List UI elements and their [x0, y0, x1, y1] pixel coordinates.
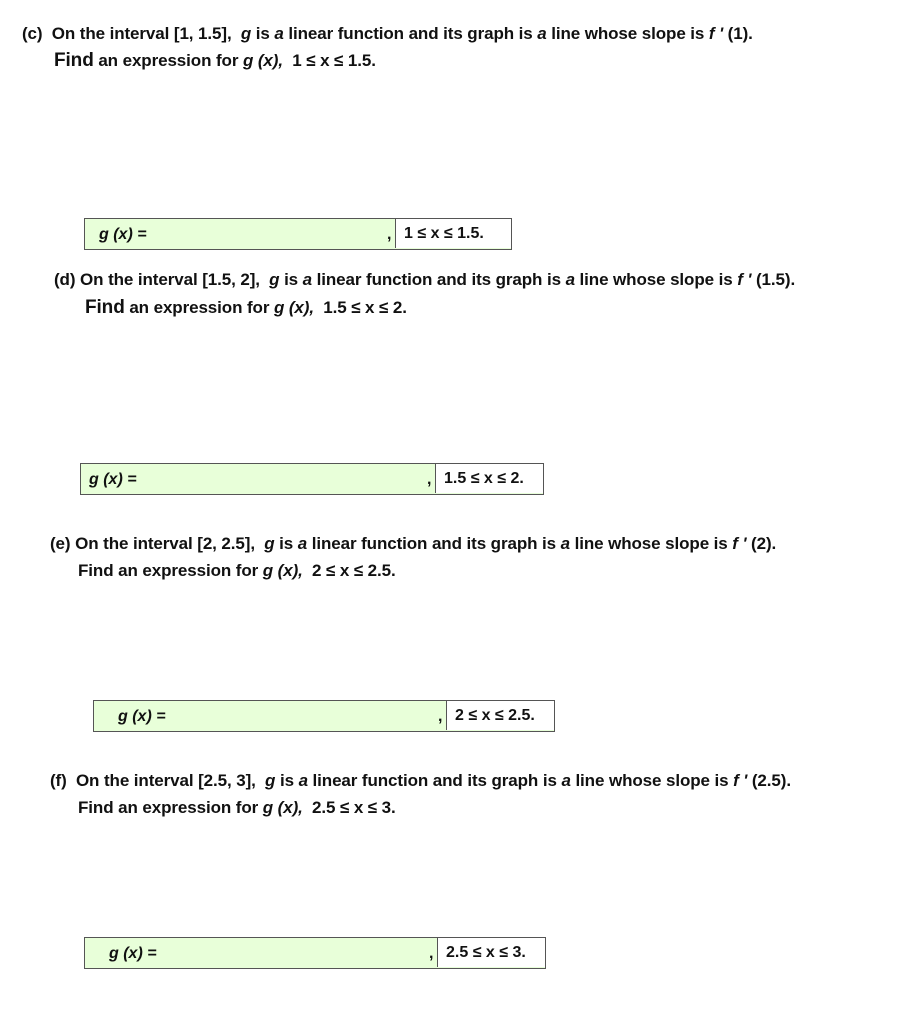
part-f-prompt: (f) On the interval [2.5, 3], g is a linear function and its graph is a line whose slope is f ' (2.5). [50, 771, 791, 790]
part-d-domain: 1.5 ≤ x ≤ 2. [435, 464, 543, 493]
part-c-answer-box: g (x) = , 1 ≤ x ≤ 1.5. [84, 218, 512, 250]
part-d-prompt: (d) On the interval [1.5, 2], g is a linear function and its graph is a line whose slope is f ' (1.5). [54, 270, 796, 289]
part-f-label: (f) [50, 771, 67, 790]
part-f-domain: 2.5 ≤ x ≤ 3. [437, 938, 545, 967]
part-c-prompt: (c) On the interval [1, 1.5], g is a linear function and its graph is a line whose slope is f ' (1). [22, 24, 753, 43]
part-f-instruction: Find an expression for g (x), 2.5 ≤ x ≤ 3. [78, 798, 396, 817]
part-e-label: (e) [50, 534, 71, 553]
part-e-domain: 2 ≤ x ≤ 2.5. [446, 701, 554, 730]
part-c-answer-input[interactable] [165, 221, 379, 249]
part-f-answer-label: g (x) = [109, 945, 157, 962]
part-e-answer-label: g (x) = [118, 708, 166, 725]
part-c-instruction: Find an expression for g (x), 1 ≤ x ≤ 1.5. [54, 50, 376, 71]
part-c-answer-label: g (x) = [99, 226, 147, 243]
part-c-label: (c) [22, 24, 43, 43]
part-d-answer-input[interactable] [155, 466, 419, 494]
part-f-answer-box: g (x) = , 2.5 ≤ x ≤ 3. [84, 937, 546, 969]
part-d-label: (d) [54, 270, 76, 289]
part-d-answer-label: g (x) = [89, 471, 137, 488]
part-c-domain: 1 ≤ x ≤ 1.5. [395, 219, 511, 248]
part-f-answer-input[interactable] [175, 940, 419, 968]
part-e-answer-box: g (x) = , 2 ≤ x ≤ 2.5. [93, 700, 555, 732]
part-e-answer-input[interactable] [184, 703, 428, 731]
part-e-instruction: Find an expression for g (x), 2 ≤ x ≤ 2.5. [78, 561, 396, 580]
part-d-instruction: Find an expression for g (x), 1.5 ≤ x ≤ 2. [85, 297, 407, 318]
part-e-prompt: (e) On the interval [2, 2.5], g is a linear function and its graph is a line whose slope is f ' (2). [50, 534, 777, 553]
part-d-answer-box: g (x) = , 1.5 ≤ x ≤ 2. [80, 463, 544, 495]
